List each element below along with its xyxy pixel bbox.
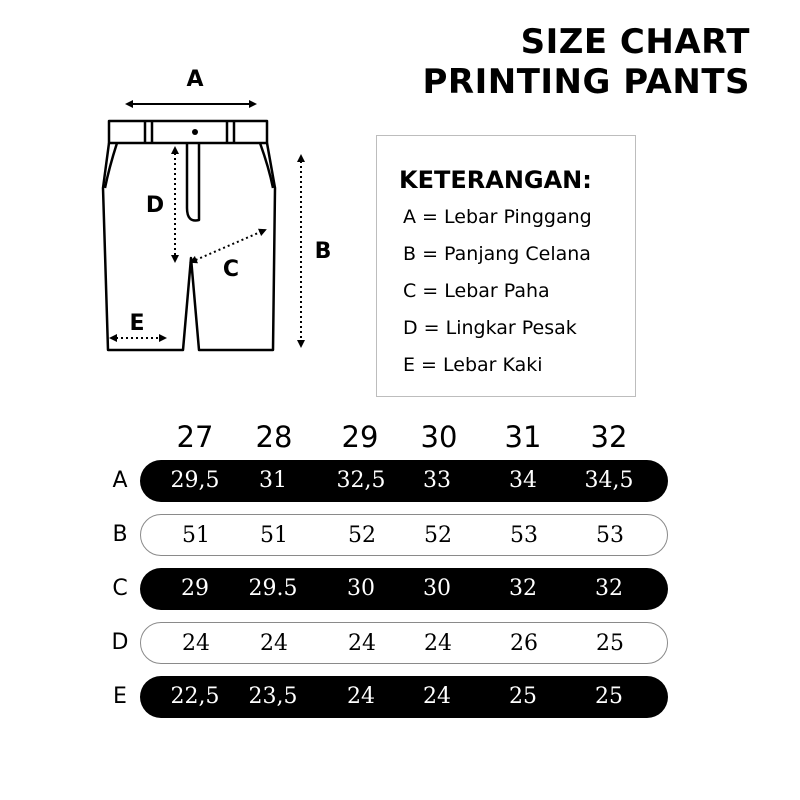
size-cell: 33 — [423, 468, 451, 493]
size-cell: 32 — [509, 576, 537, 601]
size-cell: 25 — [509, 684, 537, 709]
pants-diagram — [95, 58, 345, 363]
size-cell: 51 — [182, 523, 210, 548]
row-label-b: B — [112, 522, 128, 547]
size-row-b — [140, 514, 668, 556]
size-header-27: 27 — [176, 420, 214, 454]
size-cell: 24 — [182, 631, 210, 656]
size-cell: 24 — [347, 684, 375, 709]
size-cell: 29,5 — [170, 468, 220, 493]
size-cell: 22,5 — [170, 684, 220, 709]
size-cell: 24 — [260, 631, 288, 656]
dim-label-c: C — [222, 257, 240, 282]
size-cell: 34,5 — [584, 468, 634, 493]
size-cell: 51 — [260, 523, 288, 548]
size-cell: 24 — [348, 631, 376, 656]
legend-item-a: A = Lebar Pinggang — [403, 206, 592, 228]
size-cell: 25 — [595, 684, 623, 709]
row-label-a: A — [112, 468, 128, 493]
size-cell: 34 — [509, 468, 537, 493]
size-cell: 32,5 — [336, 468, 386, 493]
size-cell: 31 — [259, 468, 287, 493]
size-cell: 26 — [510, 631, 538, 656]
size-cell: 30 — [423, 576, 451, 601]
size-cell: 24 — [423, 684, 451, 709]
legend-title: KETERANGAN: — [399, 166, 592, 194]
size-cell: 52 — [348, 523, 376, 548]
size-header-31: 31 — [504, 420, 542, 454]
size-row-d — [140, 622, 668, 664]
title-printing-pants: PRINTING PANTS — [422, 62, 750, 102]
title-size-chart: SIZE CHART — [520, 22, 750, 62]
dim-label-e: E — [129, 311, 145, 336]
size-cell: 25 — [596, 631, 624, 656]
size-row-e — [140, 676, 668, 718]
size-cell: 29 — [181, 576, 209, 601]
dim-label-d: D — [145, 193, 165, 218]
size-cell: 32 — [595, 576, 623, 601]
size-header-30: 30 — [420, 420, 458, 454]
legend-item-b: B = Panjang Celana — [403, 243, 591, 265]
row-label-c: C — [112, 576, 128, 601]
size-cell: 23,5 — [248, 684, 298, 709]
size-cell: 29.5 — [248, 576, 298, 601]
legend-item-d: D = Lingkar Pesak — [403, 317, 577, 339]
size-cell: 53 — [596, 523, 624, 548]
size-header-28: 28 — [255, 420, 293, 454]
row-label-e: E — [113, 684, 127, 709]
dim-label-b: B — [314, 239, 332, 264]
size-header-32: 32 — [590, 420, 628, 454]
size-header-29: 29 — [341, 420, 379, 454]
size-cell: 30 — [347, 576, 375, 601]
row-label-d: D — [111, 630, 129, 655]
legend-item-e: E = Lebar Kaki — [403, 354, 543, 376]
legend-box — [376, 135, 636, 397]
size-cell: 52 — [424, 523, 452, 548]
size-row-a — [140, 460, 668, 502]
legend-item-c: C = Lebar Paha — [403, 280, 550, 302]
size-cell: 24 — [424, 631, 452, 656]
size-row-c — [140, 568, 668, 610]
dim-label-a: A — [186, 67, 204, 92]
size-cell: 53 — [510, 523, 538, 548]
